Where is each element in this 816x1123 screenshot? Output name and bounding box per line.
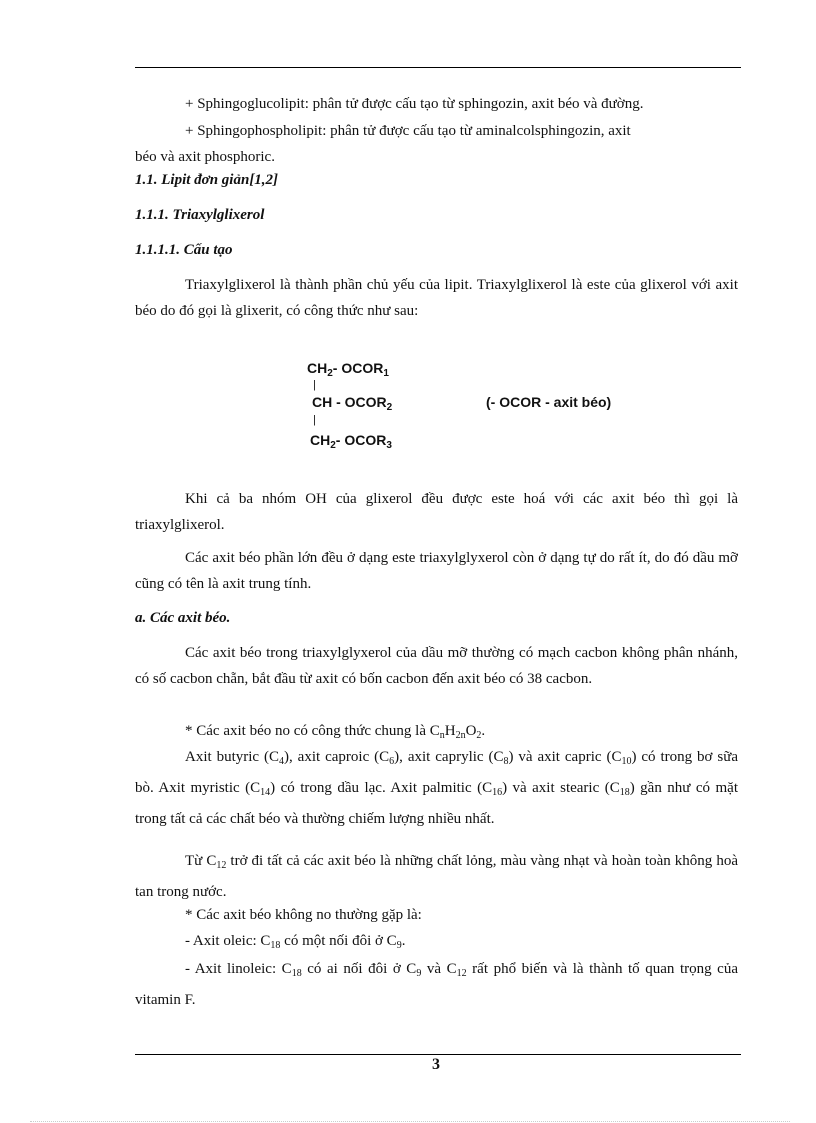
- formula-note: (- OCOR - axit béo): [486, 394, 612, 410]
- paragraph-axit-list: Axit butyric $(C_4)$, axit caproic $(C_6)$, axit caprylic $(C_8)$ và axit capric $(C_{10})$ có trong bơ sữa bò. Axit myristic $(C_{14})$ có trong dầu lạc. Axit palmitic $(C_{16})$ và axit stearic $(C_{18})$ gần như có mặt trong tất cả các chất béo và thường chiếm lượng nhiều nhất.: [135, 749, 739, 827]
- paragraph-triaxylglixerol: Triaxylglixerol là thành phần chủ yếu của lipit. Triaxylglixerol là este của glixerol với axit béo do đó gọi là glixerit, có công thức như sau:: [135, 277, 738, 319]
- paragraph-axit-beo-no: * Các axit béo no có công thức chung là $C_nH_{2n}O_2$.: [185, 723, 486, 741]
- paragraph-c12: Từ $C_{12}$ trở đi tất cả các axit béo là những chất lỏng, màu vàng nhạt và hoàn toàn không hoà tan trong nước.: [135, 853, 738, 900]
- paragraph-linoleic: - Axit linoleic: $C_{18}$ có ai nối đôi ở $C_9$ và $C_{12}$ rất phổ biến và là thành tố quan trọng của vitamin F.: [135, 961, 738, 1008]
- paragraph-oleic: - Axit oleic: $C_{18}$ có một nối đôi ở $C_9$.: [185, 933, 406, 951]
- page-number: 3: [432, 1056, 440, 1073]
- paragraph-este-hoa: Khi cả ba nhóm OH của glixerol đều được este hoá với các axit béo thì gọi là triaxylglixerol.: [135, 491, 738, 533]
- heading-cac-axit-beo: a. Các axit béo.: [135, 610, 231, 626]
- heading-lipit-don-gian: 1.1. Lipit đơn giản[1,2]: [135, 172, 279, 188]
- paragraph-sphingophospholipit: + Sphingophospholipit: phân tử được cấu tạo từ aminalcolsphingozin, axit: [185, 123, 631, 139]
- paragraph-mach-cacbon: Các axit béo trong triaxylglyxerol của dầu mỡ thường có mạch cacbon không phân nhánh, có số cacbon chẵn, bắt đầu từ axit có bốn cacbon đến axit béo có 38 cacbon.: [135, 645, 738, 687]
- formula-bond-2: |: [313, 414, 316, 426]
- paragraph-sphingoglucolipit: + Sphingoglucolipit: phân tử được cấu tạo từ sphingozin, axit béo và đường.: [185, 96, 644, 112]
- formula-line-2: CH - $OCOR_2$: [312, 394, 393, 413]
- formula-bond-1: |: [313, 379, 316, 391]
- footer-rule: [135, 1054, 741, 1055]
- heading-triaxylglixerol: 1.1.1. Triaxylglixerol: [135, 207, 265, 223]
- paragraph-axit-trung-tinh: Các axit béo phần lớn đều ở dạng este triaxylglyxerol còn ở dạng tự do rất ít, do đó dầu mỡ cũng có tên là axit trung tính.: [135, 550, 738, 592]
- header-rule: [135, 67, 741, 68]
- paragraph-sphingophospholipit-cont: béo và axit phosphoric.: [135, 149, 275, 165]
- page-edge: [30, 1121, 790, 1122]
- formula-line-3: $CH_2-$ $OCOR_3$: [310, 432, 392, 451]
- formula-line-1: $CH_2-$ $OCOR_1$: [307, 360, 389, 379]
- heading-cau-tao: 1.1.1.1. Cấu tạo: [135, 242, 233, 258]
- paragraph-khong-no: * Các axit béo không no thường gặp là:: [185, 907, 422, 923]
